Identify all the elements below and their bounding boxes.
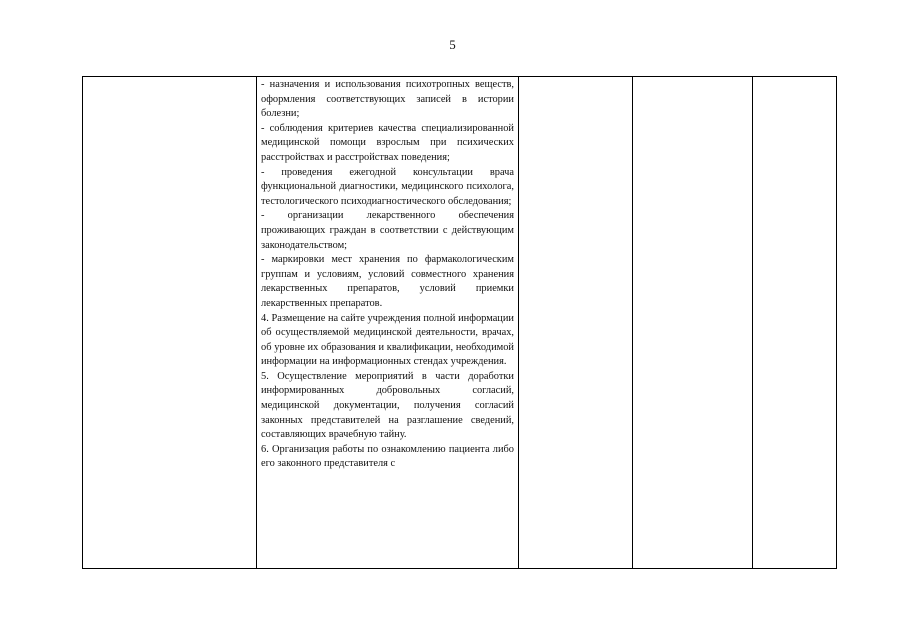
- page-number: 5: [449, 37, 456, 52]
- paragraph: - назначения и использования психотропных веществ, оформления соответствующих записей в истории болезни;: [261, 79, 514, 120]
- table-row: [83, 77, 837, 569]
- table-cell-4: [633, 77, 753, 569]
- paragraph: - проведения ежегодной консультации врача функциональной диагностики, медицинского психолога, тестологического психодиагностического обследования;: [261, 166, 514, 207]
- cell-5-text: [753, 77, 836, 568]
- table-cell-2: [257, 77, 519, 569]
- cell-3-text: [519, 77, 632, 568]
- paragraph: 5. Осуществление мероприятий в части доработки информированных добровольных согласий, медицинской документации, получения согласий законных представителей на разглашение сведений, составляющих врачебную тайну.: [261, 370, 514, 441]
- paragraph: 4. Размещение на сайте учреждения полной информации об осуществляемой медицинской деятельности, врачах, об уровне их образования и квалификации, необходимой информации на информационных стендах учреждения.: [261, 312, 514, 368]
- paragraph: - соблюдения критериев качества специализированной медицинской помощи взрослым при психических расстройствах и расстройствах поведения;: [261, 122, 514, 163]
- table-cell-3: [519, 77, 633, 569]
- paragraph: - организации лекарственного обеспечения проживающих граждан в соответствии с действующим законодательством;: [261, 210, 514, 251]
- measures-table: [82, 76, 837, 569]
- table-cell-1: [83, 77, 257, 569]
- table-cell-5: [753, 77, 837, 569]
- cell-1-text: [83, 77, 256, 568]
- cell-4-text: [633, 77, 752, 568]
- measures-text: [257, 77, 518, 568]
- paragraph: 6. Организация работы по ознакомлению пациента либо его законного представителя с: [261, 443, 514, 470]
- paragraph: - маркировки мест хранения по фармакологическим группам и условиям, условий совместного хранения лекарственных препаратов, условий приемки лекарственных препаратов.: [261, 254, 514, 309]
